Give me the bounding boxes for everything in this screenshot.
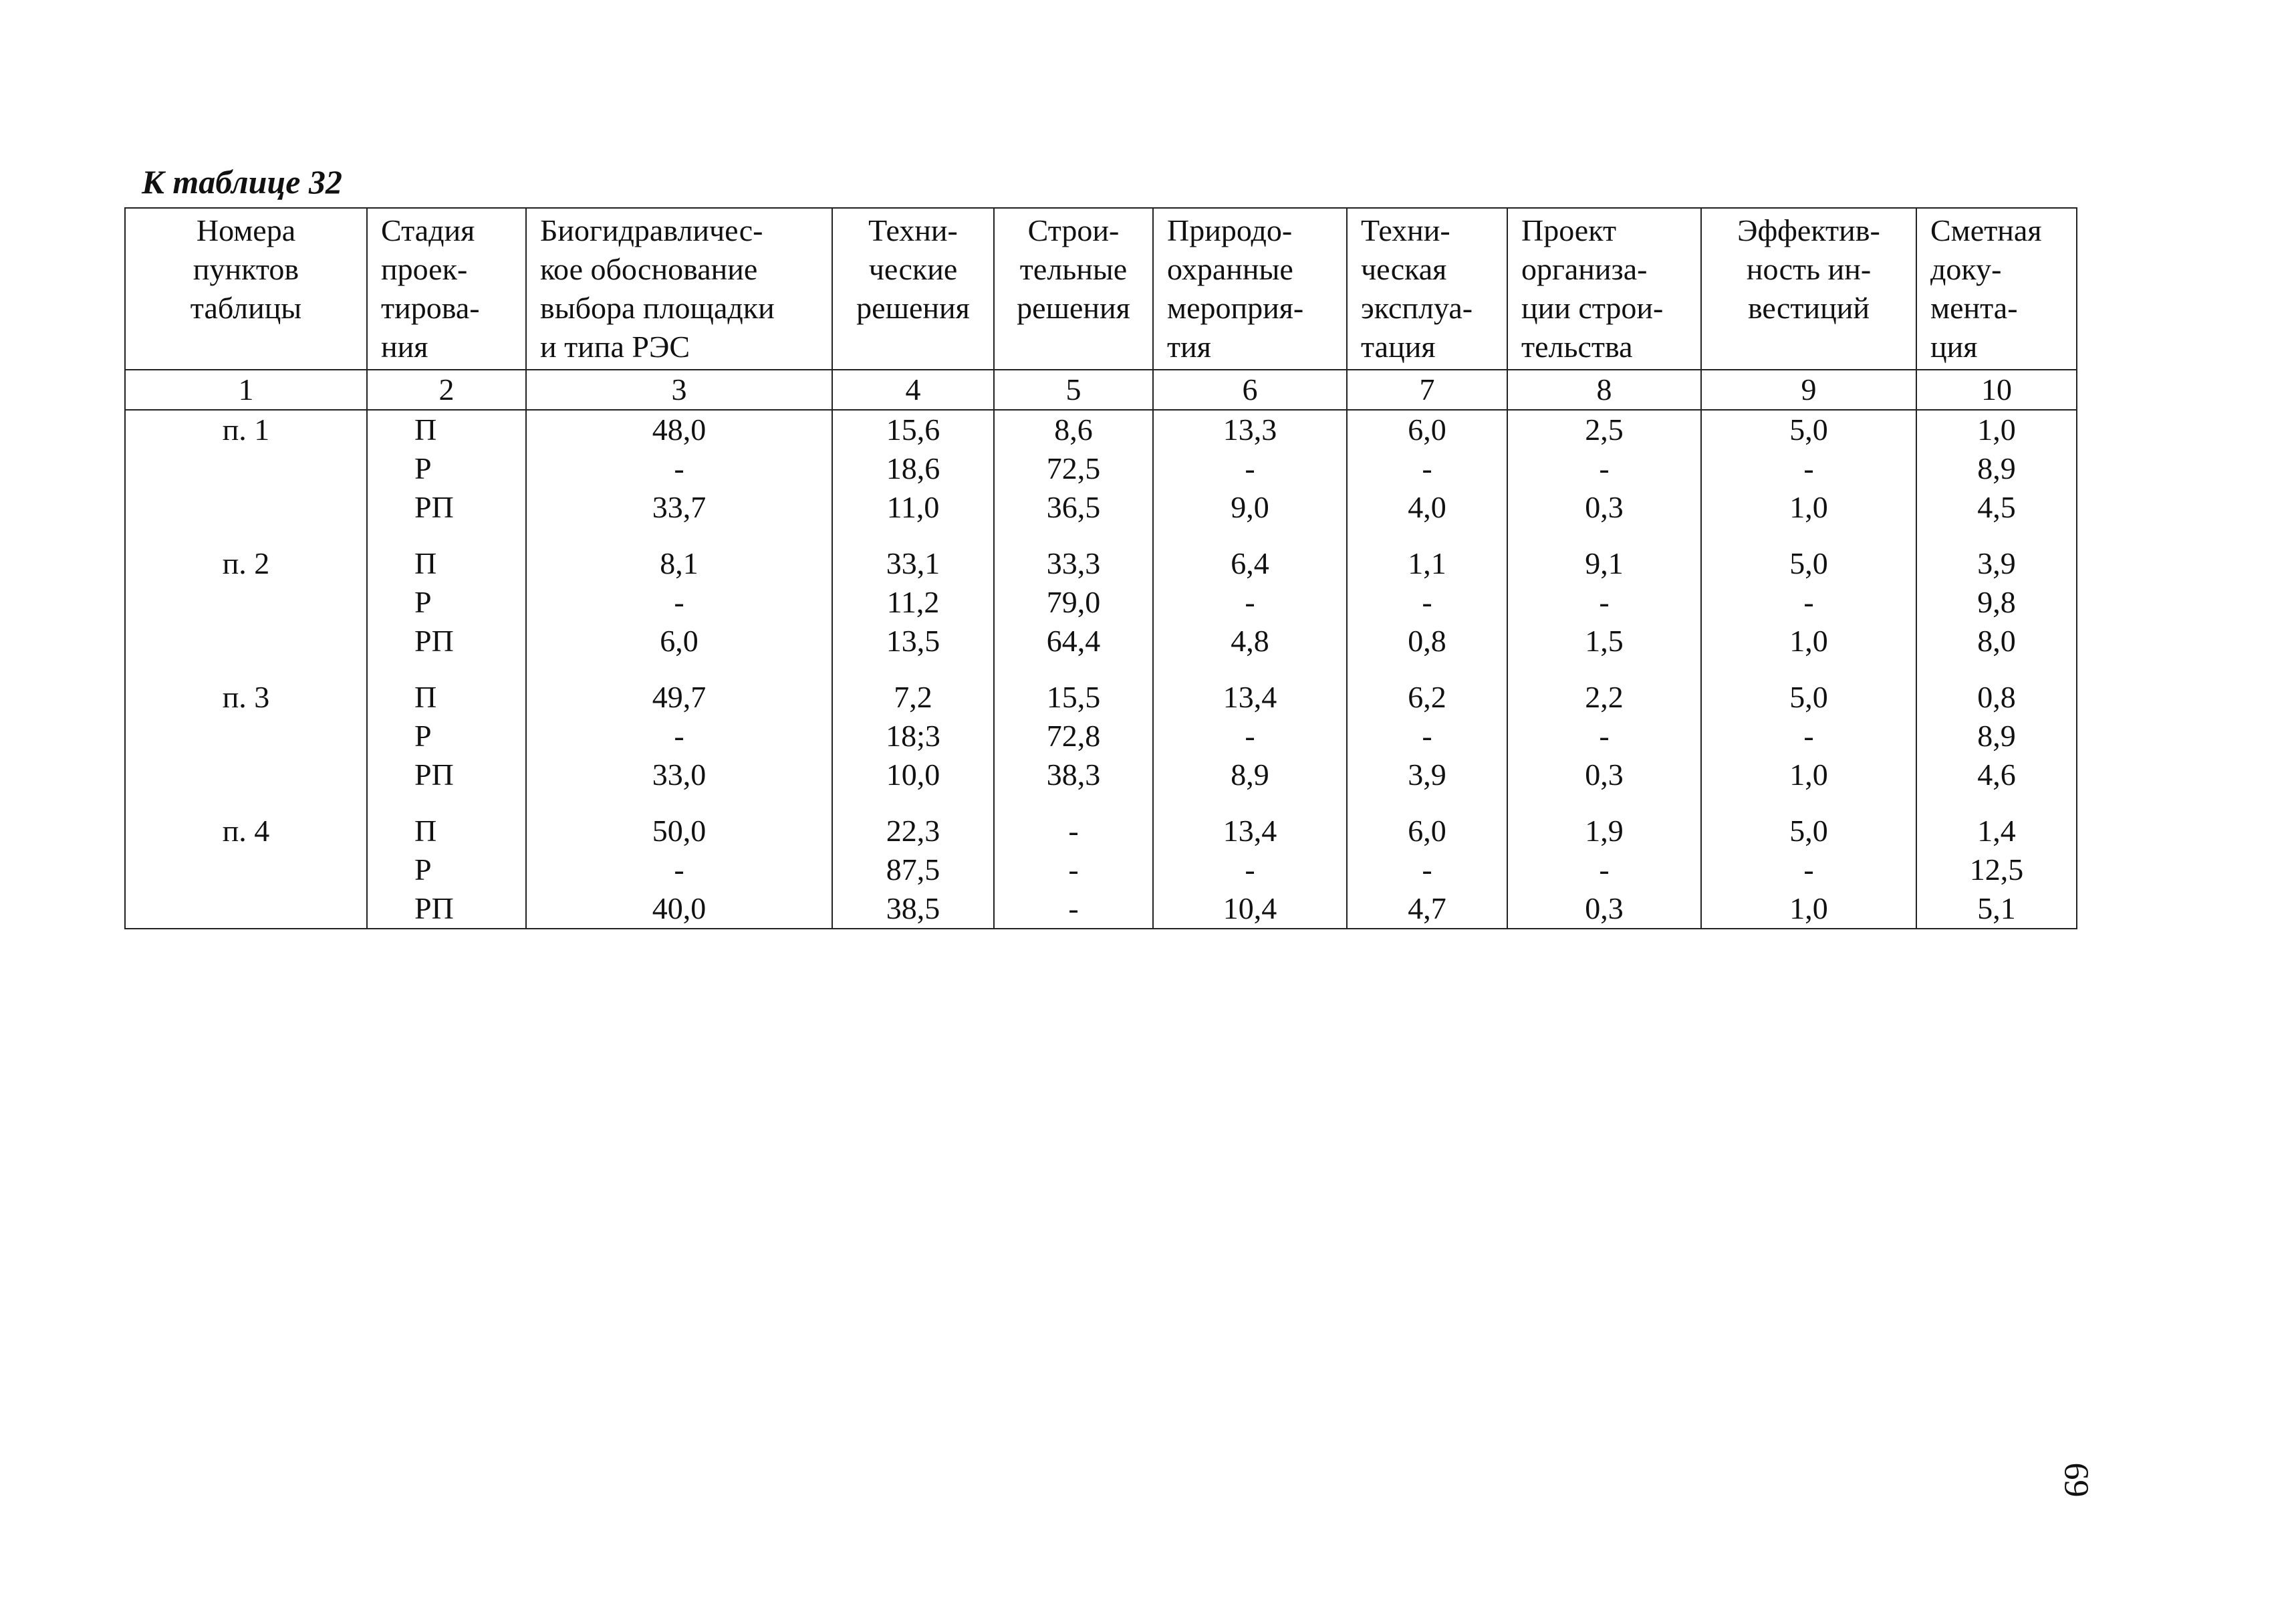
stage-cell: Р [367, 449, 526, 488]
value-cell: 33,7 [526, 488, 832, 527]
value-cell: 4,8 [1153, 622, 1347, 661]
column-number: 6 [1153, 370, 1347, 410]
header-cell: Проект организа- ции строи- тельства [1507, 208, 1701, 370]
spacer-cell [367, 661, 526, 678]
value-cell: - [1347, 717, 1507, 756]
spacer-cell [1347, 527, 1507, 544]
value-cell: 8,1 [526, 544, 832, 583]
column-number: 8 [1507, 370, 1701, 410]
value-cell: - [1701, 583, 1916, 622]
value-cell: - [1507, 717, 1701, 756]
spacer-cell [1347, 794, 1507, 812]
value-cell: 22,3 [832, 812, 994, 850]
table-row [125, 889, 2077, 929]
value-cell: - [1153, 850, 1347, 889]
value-cell: 11,0 [832, 488, 994, 527]
value-cell: - [1701, 717, 1916, 756]
spacer-cell [1916, 527, 2077, 544]
table-row [125, 756, 2077, 794]
header-row [125, 208, 2077, 370]
stage-cell: П [367, 678, 526, 717]
spacer-cell [994, 661, 1153, 678]
value-cell: - [1507, 583, 1701, 622]
spacer-cell [832, 527, 994, 544]
value-cell: 12,5 [1916, 850, 2077, 889]
value-cell: 13,4 [1153, 812, 1347, 850]
header-cell: Биогидравличес- кое обоснование выбора площадки и типа РЭС [526, 208, 832, 370]
group-spacer [125, 527, 2077, 544]
value-cell: 13,3 [1153, 410, 1347, 449]
stage-cell: П [367, 544, 526, 583]
value-cell: - [1153, 583, 1347, 622]
value-cell: 87,5 [832, 850, 994, 889]
value-cell: 15,6 [832, 410, 994, 449]
stage-cell: П [367, 410, 526, 449]
spacer-cell [1701, 527, 1916, 544]
group-spacer [125, 661, 2077, 678]
column-number: 3 [526, 370, 832, 410]
value-cell: 6,0 [526, 622, 832, 661]
spacer-cell [1507, 661, 1701, 678]
stage-cell: РП [367, 488, 526, 527]
spacer-cell [1507, 794, 1701, 812]
value-cell: - [1153, 449, 1347, 488]
column-number: 7 [1347, 370, 1507, 410]
value-cell: 4,6 [1916, 756, 2077, 794]
value-cell: - [526, 449, 832, 488]
value-cell: 8,6 [994, 410, 1153, 449]
value-cell: 1,0 [1701, 889, 1916, 929]
value-cell: - [994, 812, 1153, 850]
value-cell: 18;3 [832, 717, 994, 756]
table-row [125, 812, 2077, 850]
value-cell: 8,0 [1916, 622, 2077, 661]
value-cell: - [526, 717, 832, 756]
item-number-cell: п. 2 [125, 544, 367, 583]
stage-cell: Р [367, 717, 526, 756]
value-cell: - [994, 889, 1153, 929]
value-cell: 6,0 [1347, 812, 1507, 850]
value-cell: 49,7 [526, 678, 832, 717]
value-cell: 6,0 [1347, 410, 1507, 449]
value-cell: 72,8 [994, 717, 1153, 756]
value-cell: 6,4 [1153, 544, 1347, 583]
value-cell: 33,0 [526, 756, 832, 794]
value-cell: 1,4 [1916, 812, 2077, 850]
value-cell: 1,9 [1507, 812, 1701, 850]
header-cell: Сметная доку- мента- ция [1916, 208, 2077, 370]
column-number: 1 [125, 370, 367, 410]
value-cell: 6,2 [1347, 678, 1507, 717]
spacer-cell [367, 527, 526, 544]
spacer-cell [125, 527, 367, 544]
value-cell: 38,3 [994, 756, 1153, 794]
value-cell: - [1507, 449, 1701, 488]
header-cell: Техни- ческие решения [832, 208, 994, 370]
item-number-cell: п. 4 [125, 812, 367, 850]
data-table-container [124, 207, 2077, 929]
page-number: 69 [2057, 1462, 2095, 1498]
table-row [125, 449, 2077, 488]
column-number: 9 [1701, 370, 1916, 410]
value-cell: 48,0 [526, 410, 832, 449]
item-number-cell [125, 488, 367, 527]
value-cell: 4,7 [1347, 889, 1507, 929]
value-cell: - [1507, 850, 1701, 889]
spacer-cell [832, 794, 994, 812]
value-cell: 3,9 [1347, 756, 1507, 794]
value-cell: 13,4 [1153, 678, 1347, 717]
item-number-cell [125, 449, 367, 488]
value-cell: 9,0 [1153, 488, 1347, 527]
value-cell: 5,0 [1701, 812, 1916, 850]
value-cell: 4,5 [1916, 488, 2077, 527]
table-body [125, 410, 2077, 929]
spacer-cell [994, 527, 1153, 544]
value-cell: 5,0 [1701, 544, 1916, 583]
spacer-cell [1153, 527, 1347, 544]
item-number-cell [125, 889, 367, 929]
value-cell: 0,8 [1347, 622, 1507, 661]
value-cell: 13,5 [832, 622, 994, 661]
value-cell: 18,6 [832, 449, 994, 488]
value-cell: - [994, 850, 1153, 889]
table-caption: К таблице 32 [142, 163, 342, 201]
item-number-cell: п. 1 [125, 410, 367, 449]
value-cell: 1,0 [1701, 756, 1916, 794]
header-cell: Природо- охранные мероприя- тия [1153, 208, 1347, 370]
header-cell: Строи- тельные решения [994, 208, 1153, 370]
table-row [125, 544, 2077, 583]
spacer-cell [1153, 661, 1347, 678]
spacer-cell [1916, 661, 2077, 678]
column-number: 2 [367, 370, 526, 410]
table-row [125, 583, 2077, 622]
value-cell: 40,0 [526, 889, 832, 929]
value-cell: 64,4 [994, 622, 1153, 661]
item-number-cell [125, 622, 367, 661]
spacer-cell [125, 794, 367, 812]
table-row [125, 488, 2077, 527]
value-cell: - [1347, 449, 1507, 488]
value-cell: 15,5 [994, 678, 1153, 717]
value-cell: 1,0 [1701, 622, 1916, 661]
spacer-cell [526, 527, 832, 544]
value-cell: - [1153, 717, 1347, 756]
table-row [125, 678, 2077, 717]
header-cell: Номера пунктов таблицы [125, 208, 367, 370]
spacer-cell [1507, 527, 1701, 544]
value-cell: 8,9 [1916, 449, 2077, 488]
spacer-cell [1701, 661, 1916, 678]
value-cell: 8,9 [1916, 717, 2077, 756]
header-cell: Техни- ческая эксплуа- тация [1347, 208, 1507, 370]
spacer-cell [125, 661, 367, 678]
value-cell: - [526, 850, 832, 889]
value-cell: 5,0 [1701, 410, 1916, 449]
group-spacer [125, 794, 2077, 812]
value-cell: 33,3 [994, 544, 1153, 583]
value-cell: 7,2 [832, 678, 994, 717]
value-cell: 38,5 [832, 889, 994, 929]
value-cell: 1,5 [1507, 622, 1701, 661]
stage-cell: Р [367, 583, 526, 622]
item-number-cell [125, 717, 367, 756]
table-row [125, 717, 2077, 756]
value-cell: 0,3 [1507, 756, 1701, 794]
stage-cell: РП [367, 889, 526, 929]
value-cell: - [1347, 850, 1507, 889]
value-cell: - [1701, 449, 1916, 488]
spacer-cell [994, 794, 1153, 812]
value-cell: 72,5 [994, 449, 1153, 488]
value-cell: - [1701, 850, 1916, 889]
value-cell: 9,8 [1916, 583, 2077, 622]
value-cell: 79,0 [994, 583, 1153, 622]
item-number-cell [125, 583, 367, 622]
value-cell: 10,4 [1153, 889, 1347, 929]
column-number-row [125, 370, 2077, 410]
value-cell: 9,1 [1507, 544, 1701, 583]
stage-cell: Р [367, 850, 526, 889]
stage-cell: РП [367, 756, 526, 794]
item-number-cell [125, 850, 367, 889]
stage-cell: РП [367, 622, 526, 661]
value-cell: 50,0 [526, 812, 832, 850]
value-cell: 5,0 [1701, 678, 1916, 717]
value-cell: 0,3 [1507, 488, 1701, 527]
column-number: 10 [1916, 370, 2077, 410]
header-cell: Эффектив- ность ин- вестиций [1701, 208, 1916, 370]
spacer-cell [832, 661, 994, 678]
value-cell: 2,5 [1507, 410, 1701, 449]
spacer-cell [526, 661, 832, 678]
spacer-cell [1701, 794, 1916, 812]
value-cell: 0,8 [1916, 678, 2077, 717]
value-cell: 0,3 [1507, 889, 1701, 929]
value-cell: 5,1 [1916, 889, 2077, 929]
value-cell: 3,9 [1916, 544, 2077, 583]
column-number: 5 [994, 370, 1153, 410]
value-cell: 11,2 [832, 583, 994, 622]
value-cell: 1,1 [1347, 544, 1507, 583]
table-row [125, 850, 2077, 889]
table-row [125, 410, 2077, 449]
value-cell: 33,1 [832, 544, 994, 583]
spacer-cell [1916, 794, 2077, 812]
spacer-cell [1153, 794, 1347, 812]
value-cell: - [1347, 583, 1507, 622]
item-number-cell [125, 756, 367, 794]
column-number: 4 [832, 370, 994, 410]
table-row [125, 622, 2077, 661]
value-cell: 8,9 [1153, 756, 1347, 794]
value-cell: 1,0 [1916, 410, 2077, 449]
header-cell: Стадия проек- тирова- ния [367, 208, 526, 370]
item-number-cell: п. 3 [125, 678, 367, 717]
spacer-cell [367, 794, 526, 812]
stage-cell: П [367, 812, 526, 850]
value-cell: 2,2 [1507, 678, 1701, 717]
value-cell: 4,0 [1347, 488, 1507, 527]
data-table [124, 207, 2077, 929]
value-cell: 1,0 [1701, 488, 1916, 527]
value-cell: 10,0 [832, 756, 994, 794]
spacer-cell [1347, 661, 1507, 678]
value-cell: - [526, 583, 832, 622]
value-cell: 36,5 [994, 488, 1153, 527]
spacer-cell [526, 794, 832, 812]
